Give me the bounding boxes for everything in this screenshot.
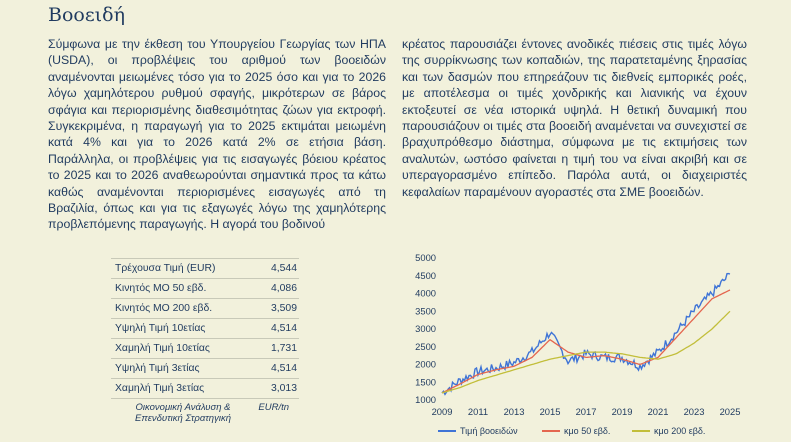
row-value: 3,509 xyxy=(270,303,297,314)
series-line-0 xyxy=(442,274,730,395)
table-row xyxy=(111,279,299,299)
legend-label: κμο 50 εβδ. xyxy=(564,426,611,436)
y-tick-label: 3000 xyxy=(415,323,436,334)
series-line-2 xyxy=(442,311,730,393)
y-tick-label: 5000 xyxy=(415,252,436,263)
row-value: 1,731 xyxy=(270,343,297,354)
table-row xyxy=(111,299,299,319)
y-tick-label: 2500 xyxy=(415,340,436,352)
x-tick-label: 2013 xyxy=(503,406,525,417)
x-tick-label: 2009 xyxy=(431,406,453,417)
legend-label: κμο 200 εβδ. xyxy=(654,426,706,436)
y-tick-label: 1500 xyxy=(415,376,436,388)
row-value: 4,086 xyxy=(270,283,297,294)
row-value: 3,013 xyxy=(270,383,297,394)
row-label: Κινητός ΜΟ 50 εβδ. xyxy=(115,283,207,294)
y-tick-label: 4500 xyxy=(415,269,436,281)
row-value: 4,514 xyxy=(270,363,297,374)
row-label: Κινητός ΜΟ 200 εβδ. xyxy=(115,303,213,314)
paragraph-left: Σύμφωνα με την έκθεση του Υπουργείου Γεωργίας των ΗΠΑ (USDA), οι προβλέψεις του αριθμού των βοοειδών αναμένονται μειωμένες τόσο για το 2025 όσο και για το 2026 λόγω χαμηλότερου ρυθμού σφαγής, μικρότερων σε βάρος σφάγια και περιορισμένης διαθεσιμότητας ζώων για εκτροφή. Συγκεκριμένα, η παραγωγή για το 2025 εκτιμάται μειωμένη κατά 4% και για το 2026 κατά 2% σε ετήσια βάση. Παράλληλα, οι προβλέψεις για τις εισαγωγές βόειου κρέατος το 2025 και το 2026 αναθεωρούνται σημαντικά προς τα κάτω καθώς αναμένονται περιορισμένες εισαγωγές από τη Βραζιλία, όπως και για τις εξαγωγές λόγω της χαμηλότερης προβλεπόμενης παραγωγής. Η αγορά του βοδινού xyxy=(48,37,386,232)
y-tick-label: 3500 xyxy=(415,305,436,317)
x-tick-label: 2021 xyxy=(647,406,669,417)
x-tick-label: 2025 xyxy=(719,406,741,417)
y-tick-label: 4000 xyxy=(415,287,436,299)
row-label: Υψηλή Τιμή 10ετίας xyxy=(115,323,206,334)
x-tick-label: 2011 xyxy=(467,406,489,417)
stats-table xyxy=(111,258,299,427)
row-value: 4,544 xyxy=(270,263,297,274)
table-row xyxy=(111,379,299,399)
source-unit: EUR/tn xyxy=(258,402,289,413)
x-tick-label: 2015 xyxy=(539,406,561,417)
x-tick-label: 2017 xyxy=(575,406,597,417)
row-label: Τρέχουσα Τιμή (EUR) xyxy=(115,263,216,274)
table-row xyxy=(111,319,299,339)
page-title: Βοοειδή xyxy=(48,4,125,26)
legend-label: Τιμή βοοειδών xyxy=(460,426,518,436)
row-label: Υψηλή Τιμή 3ετίας xyxy=(115,363,200,374)
chart-svg xyxy=(400,252,791,442)
row-label: Χαμηλή Τιμή 3ετίας xyxy=(115,383,205,394)
table-row xyxy=(111,359,299,379)
source-label: Οικονομική Ανάλυση & Επενδυτική Στρατηγική xyxy=(135,402,231,424)
row-value: 4,514 xyxy=(270,323,297,334)
table-row xyxy=(111,258,299,279)
series-line-1 xyxy=(442,290,730,393)
row-label: Χαμηλή Τιμή 10ετίας xyxy=(115,343,210,354)
x-tick-label: 2019 xyxy=(611,406,633,417)
price-chart xyxy=(400,252,791,442)
y-tick-label: 1000 xyxy=(415,394,436,405)
paragraph-right: κρέατος παρουσιάζει έντονες ανοδικές πιέσεις στις τιμές λόγω της συρρίκνωσης των κοπαδιών, της παρατεταμένης ξηρασίας και των δασμών που επηρεάζουν τις διεθνείς εμπορικές ροές, με αποτέλεσμα οι τιμές χονδρικής και λιανικής να έχουν εκτοξευτεί σε νέα ιστορικά υψηλά. Η θετική δυναμική που παρουσιάζουν οι τιμές στα βοοειδή αναμένεται να συνεχιστεί σε βραχυπρόθεσμο διάστημα, σύμφωνα με τις εκτιμήσεις των αναλυτών, ωστόσο φαίνεται η τιμή του να είναι ακριβή και σε υπεραγορασμένο επίπεδο. Παρόλα αυτά, οι διαχειριστές κεφαλαίων παραμένουν αγοραστές στα ΣΜΕ βοοειδών. xyxy=(402,37,747,199)
x-tick-label: 2023 xyxy=(683,406,705,417)
table-row xyxy=(111,339,299,359)
y-tick-label: 2000 xyxy=(415,358,436,370)
table-source-row xyxy=(111,399,299,427)
